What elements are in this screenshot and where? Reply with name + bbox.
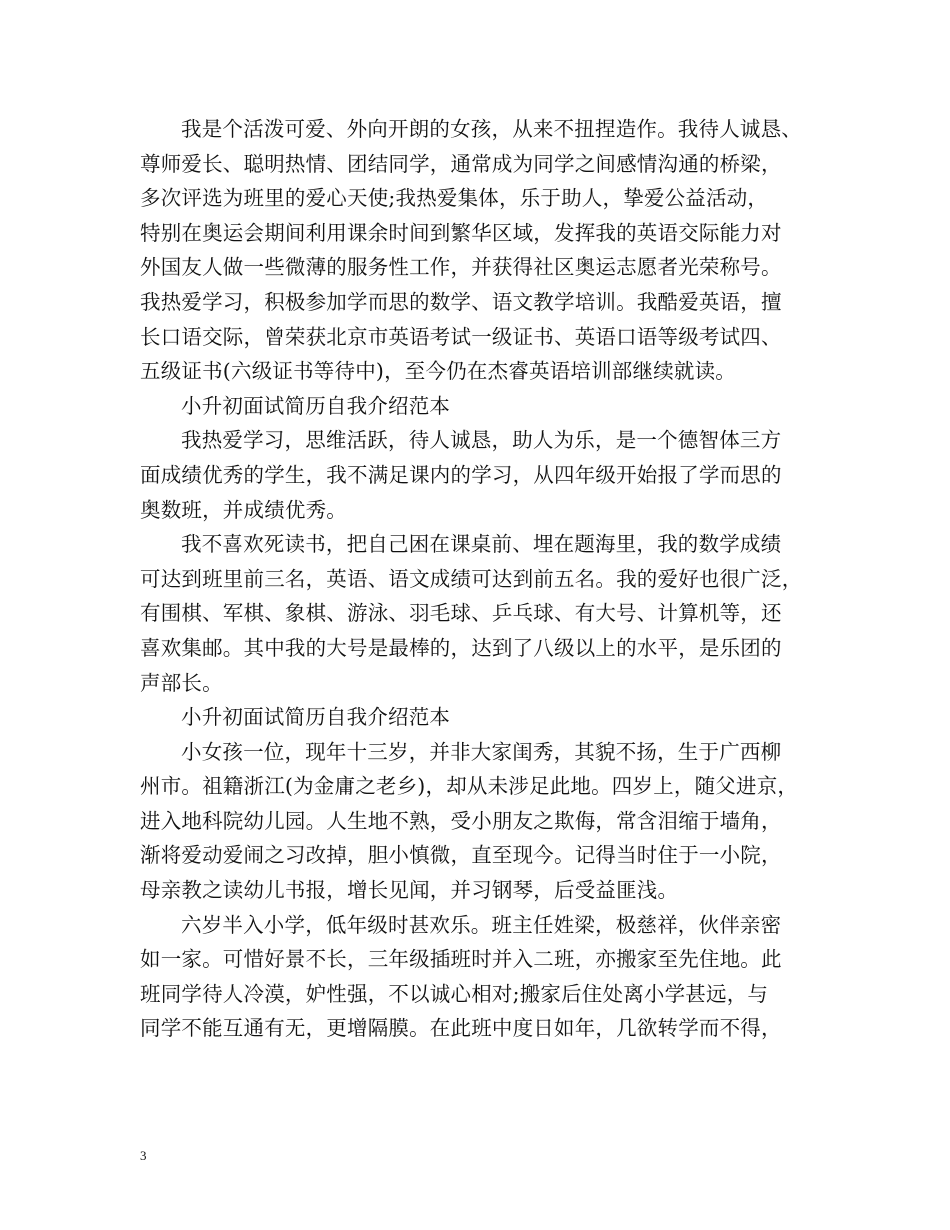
text-line: 长口语交际，曾荣获北京市英语考试一级证书、英语口语等级考试四、 [140, 324, 782, 349]
text-line: 多次评选为班里的爱心天使;我热爱集体，乐于助人，挚爱公益活动， [140, 186, 769, 211]
text-line: 进入地科院幼儿园。人生地不熟，受小朋友之欺侮，常含泪缩于墙角， [140, 808, 782, 833]
text-line: 面成绩优秀的学生，我不满足课内的学习，从四年级开始报了学而思的 [140, 462, 782, 487]
text-line: 喜欢集邮。其中我的大号是最棒的，达到了八级以上的水平，是乐团的 [140, 635, 782, 660]
text-line: 小升初面试简历自我介绍范本 [181, 393, 451, 418]
text-line: 州市。祖籍浙江(为金庸之老乡)，却从未涉足此地。四岁上，随父进京， [140, 774, 799, 799]
text-line: 如一家。可惜好景不长，三年级插班时并入二班，亦搬家至先住地。此 [140, 947, 782, 972]
text-line: 五级证书(六级证书等待中)，至今仍在杰睿英语培训部继续就读。 [140, 359, 736, 384]
text-line: 小升初面试简历自我介绍范本 [181, 705, 451, 730]
text-line: 声部长。 [140, 670, 223, 695]
text-line: 我是个活泼可爱、外向开朗的女孩，从来不扭捏造作。我待人诚恳、 [181, 117, 802, 141]
text-line: 有围棋、军棋、象棋、游泳、羽毛球、乒乓球、有大号、计算机等，还 [140, 601, 782, 626]
text-line: 我热爱学习，积极参加学而思的数学、语文教学培训。我酷爱英语，擅 [140, 289, 782, 314]
text-line: 班同学待人冷漠，妒性强，不以诚心相对;搬家后住处离小学甚远，与 [140, 981, 769, 1006]
text-line: 尊师爱长、聪明热情、团结同学，通常成为同学之间感情沟通的桥梁， [140, 151, 782, 176]
text-line: 特别在奥运会期间利用课余时间到繁华区域，发挥我的英语交际能力对 [140, 220, 782, 245]
text-line: 可达到班里前三名，英语、语文成绩可达到前五名。我的爱好也很广泛， [140, 566, 803, 591]
text-line: 母亲教之读幼儿书报，增长见闻，并习钢琴，后受益匪浅。 [140, 878, 679, 903]
text-line: 外国友人做一些微薄的服务性工作，并获得社区奥运志愿者光荣称号。 [140, 255, 782, 280]
text-line: 渐将爱动爱闹之习改掉，胆小慎微，直至现今。记得当时住于一小院， [140, 843, 782, 868]
text-line: 小女孩一位，现年十三岁，并非大家闺秀，其貌不扬，生于广西柳 [181, 739, 782, 764]
text-line: 我热爱学习，思维活跃，待人诚恳，助人为乐，是一个德智体三方 [181, 428, 782, 453]
page-number: 3 [140, 1148, 147, 1163]
document-body [140, 112, 840, 1046]
text-line: 我不喜欢死读书，把自己困在课桌前、埋在题海里，我的数学成绩 [181, 532, 782, 557]
text-line: 同学不能互通有无，更增隔膜。在此班中度日如年，几欲转学而不得， [140, 1016, 782, 1041]
text-line: 奥数班，并成绩优秀。 [140, 497, 347, 522]
text-line: 六岁半入小学，低年级时甚欢乐。班主任姓梁，极慈祥，伙伴亲密 [181, 912, 782, 937]
